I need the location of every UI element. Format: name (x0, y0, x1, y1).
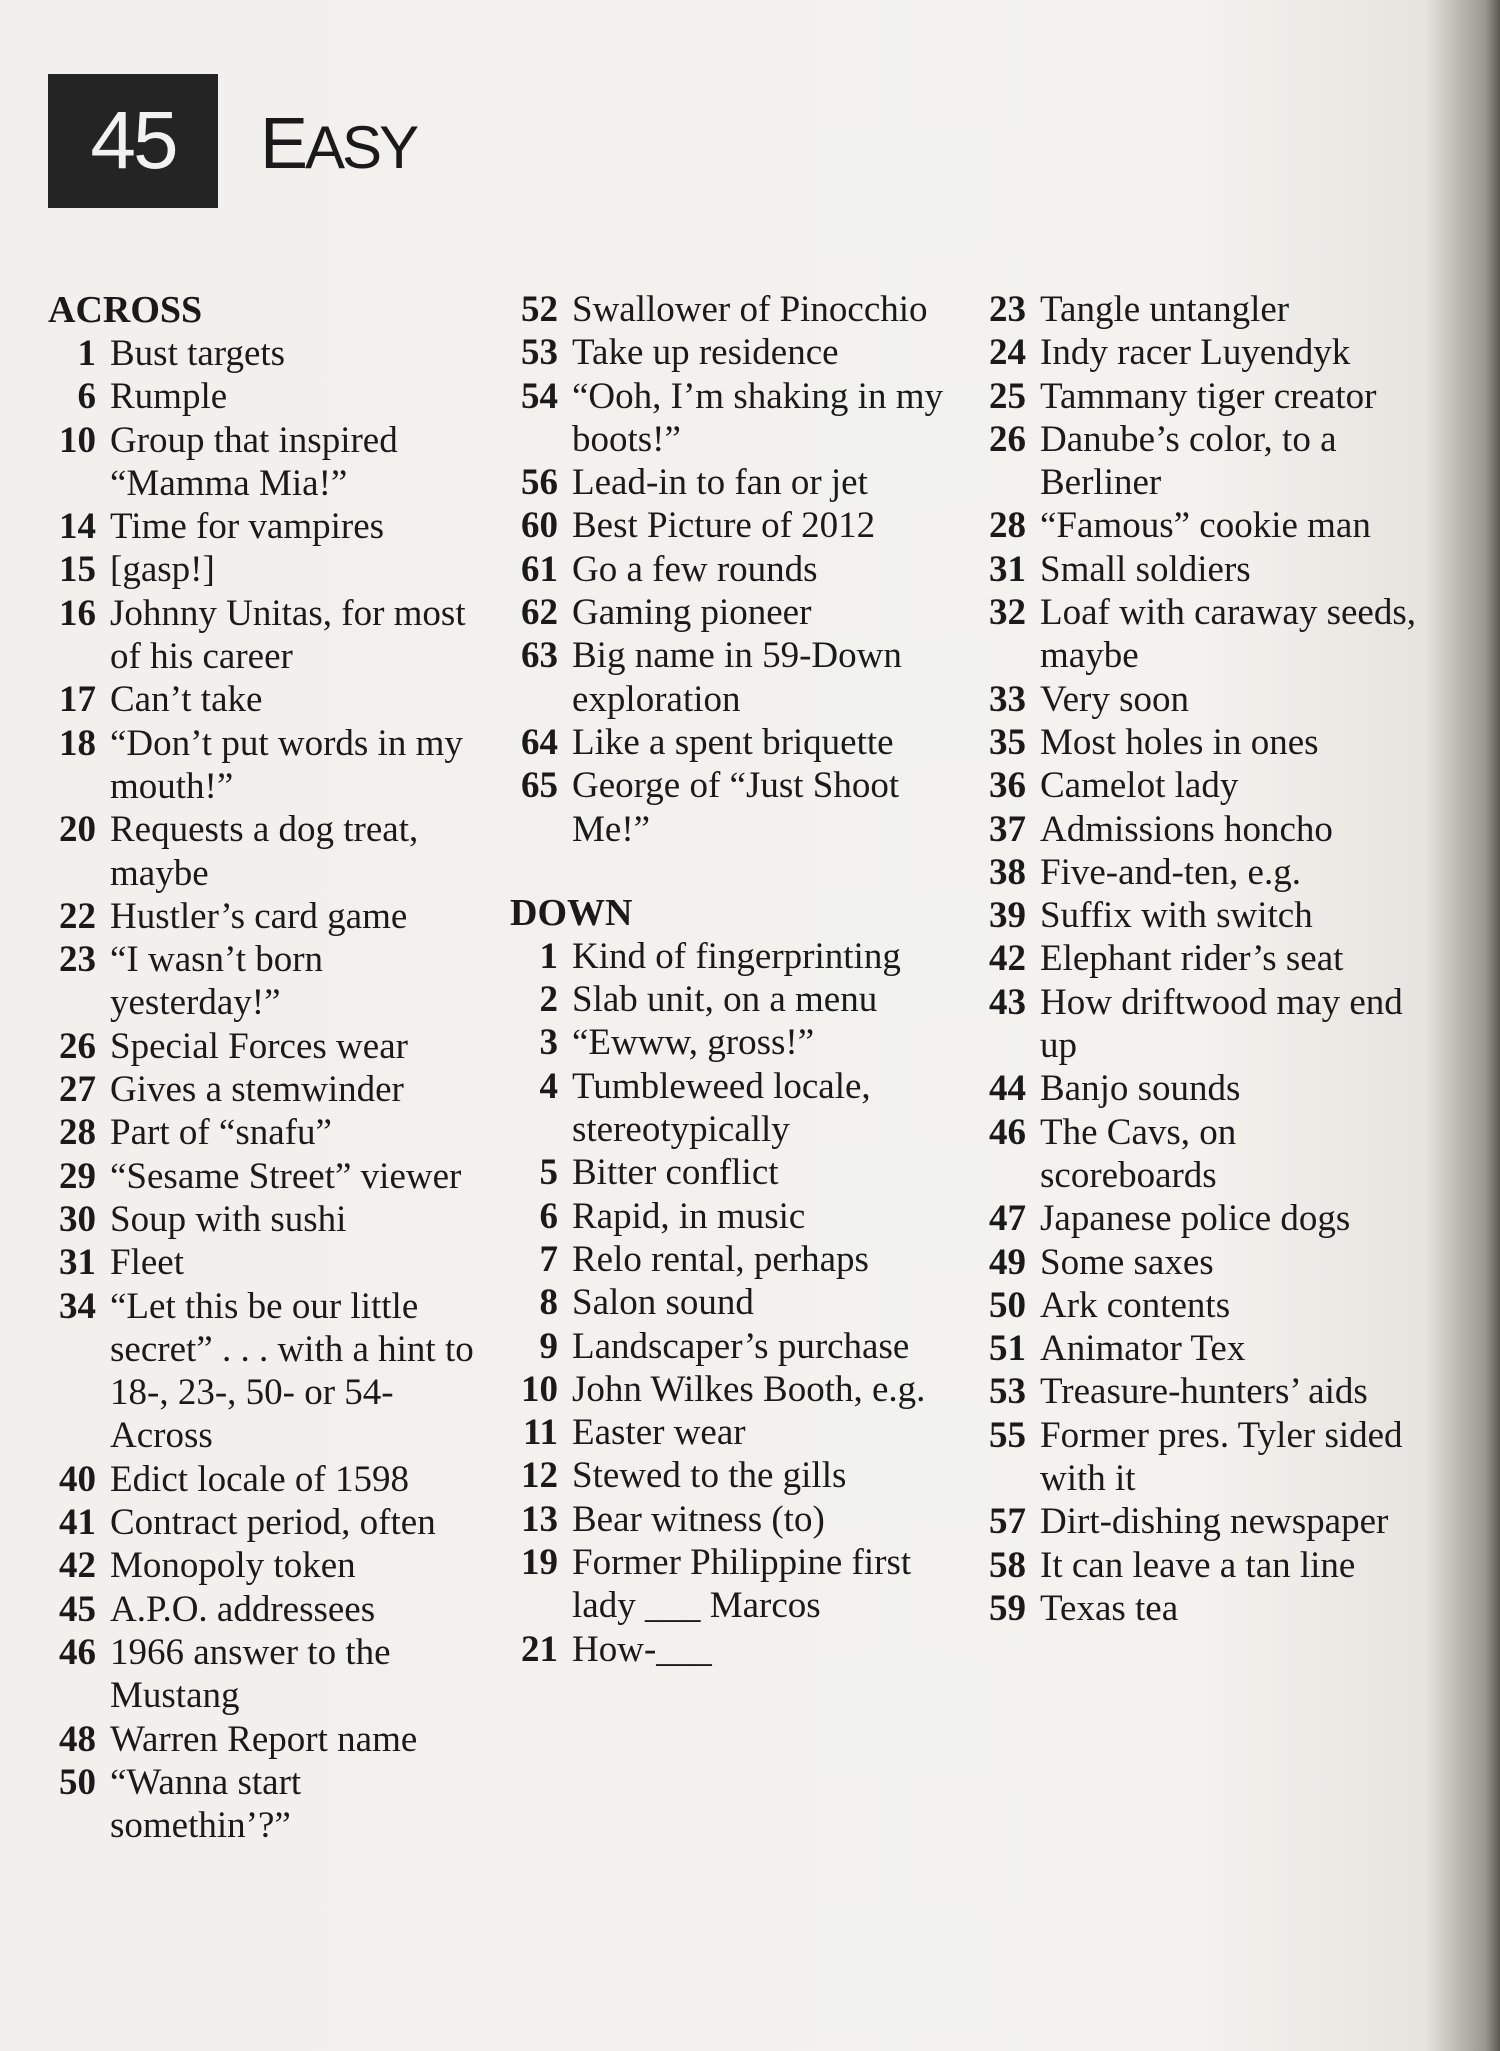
clue-text: Japanese police dogs (1040, 1198, 1351, 1240)
clue-text: “Don’t put words in my mouth!” (110, 722, 463, 807)
across-clue-20 (48, 808, 478, 895)
across-clue-46 (48, 1631, 478, 1718)
clue-text: Camelot lady (1040, 765, 1239, 807)
clue-number: 56 (521, 462, 558, 504)
down-clue-23 (978, 288, 1418, 331)
clue-number: 53 (989, 1371, 1026, 1413)
clue-number: 25 (989, 375, 1026, 417)
clue-number: 7 (539, 1238, 558, 1280)
clue-number: 46 (59, 1631, 96, 1673)
clue-number: 29 (59, 1155, 96, 1197)
across-clue-27 (48, 1068, 478, 1111)
clue-number: 26 (59, 1025, 96, 1067)
down-clue-39 (978, 894, 1418, 937)
across-clue-50 (48, 1761, 478, 1848)
across-clue-63 (510, 634, 950, 721)
down-clue-53 (978, 1370, 1418, 1413)
down-clue-19 (510, 1541, 950, 1628)
across-clue-60 (510, 504, 950, 547)
clue-text: Tammany tiger creator (1040, 375, 1377, 417)
across-clue-64 (510, 721, 950, 764)
clue-text: Very soon (1040, 678, 1190, 720)
across-clue-29 (48, 1155, 478, 1198)
clue-text: Johnny Unitas, for most of his career (110, 592, 466, 678)
clue-number: 11 (523, 1412, 558, 1454)
clue-number: 8 (539, 1282, 558, 1324)
clue-text: Salon sound (572, 1282, 754, 1324)
down-clue-51 (978, 1327, 1418, 1370)
across-clue-34 (48, 1285, 478, 1458)
clue-number: 54 (521, 375, 558, 417)
down-clue-55 (978, 1414, 1418, 1501)
clue-number: 51 (989, 1328, 1026, 1370)
clue-number: 17 (59, 679, 96, 721)
clue-text: Former Philippine first lady ___ Marcos (572, 1542, 912, 1627)
clue-number: 10 (59, 419, 96, 461)
difficulty-label: EASY (260, 104, 417, 184)
clue-text: Can’t take (110, 679, 263, 721)
column-2 (510, 288, 950, 1671)
puzzle-number: 45 (48, 74, 218, 208)
down-clue-42 (978, 937, 1418, 980)
down-clue-57 (978, 1500, 1418, 1543)
clue-number: 31 (989, 548, 1026, 590)
clue-number: 27 (59, 1069, 96, 1111)
down-heading: DOWN (510, 891, 633, 934)
down-clue-1 (510, 935, 950, 978)
across-clue-15 (48, 548, 478, 591)
clue-text: “Ewww, gross!” (572, 1022, 815, 1064)
down-clue-37 (978, 808, 1418, 851)
clue-text: A.P.O. addressees (110, 1588, 376, 1630)
clue-number: 63 (521, 635, 558, 677)
clue-number: 23 (989, 289, 1026, 330)
clue-number: 43 (989, 981, 1026, 1023)
clue-number: 28 (989, 505, 1026, 547)
clue-text: Danube’s color, to a Berliner (1040, 418, 1337, 504)
clue-text: Requests a dog treat, maybe (110, 809, 419, 894)
clue-text: It can leave a tan line (1040, 1544, 1356, 1586)
clue-number: 24 (989, 332, 1026, 374)
down-clue-24 (978, 331, 1418, 374)
down-clue-4 (510, 1065, 950, 1152)
down-clue-44 (978, 1067, 1418, 1110)
down-clue-8 (510, 1281, 950, 1324)
clue-text: Banjo sounds (1040, 1068, 1241, 1110)
across-clue-41 (48, 1501, 478, 1544)
clue-number: 34 (59, 1285, 96, 1327)
clue-text: Soup with sushi (110, 1198, 347, 1240)
clue-text: Most holes in ones (1040, 721, 1319, 763)
across-clue-40 (48, 1458, 478, 1501)
clue-text: 1966 answer to the Mustang (110, 1631, 391, 1717)
down-clue-33 (978, 678, 1418, 721)
clue-text: Swallower of Pinocchio (572, 289, 928, 330)
down-clue-50 (978, 1284, 1418, 1327)
clue-number: 49 (989, 1241, 1026, 1283)
clue-number: 3 (539, 1022, 558, 1064)
clue-number: 1 (539, 935, 558, 977)
clue-text: Like a spent briquette (572, 721, 894, 763)
clue-text: Hustler’s card game (110, 895, 408, 937)
down-clue-28 (978, 504, 1418, 547)
clue-number: 44 (989, 1068, 1026, 1110)
clue-number: 13 (521, 1498, 558, 1540)
down-clue-12 (510, 1454, 950, 1497)
across-clue-62 (510, 591, 950, 634)
clue-number: 45 (59, 1588, 96, 1630)
clue-number: 50 (59, 1761, 96, 1803)
clue-text: Tangle untangler (1040, 289, 1290, 330)
down-clue-10 (510, 1368, 950, 1411)
across-clue-48 (48, 1718, 478, 1761)
clue-number: 28 (59, 1112, 96, 1154)
down-clue-13 (510, 1498, 950, 1541)
down-clue-47 (978, 1197, 1418, 1240)
clue-number: 9 (539, 1325, 558, 1367)
clue-number: 21 (521, 1628, 558, 1670)
clue-text: “Famous” cookie man (1040, 505, 1371, 547)
down-clue-6 (510, 1195, 950, 1238)
down-clue-21 (510, 1628, 950, 1671)
down-clue-3 (510, 1021, 950, 1064)
clue-text: Gives a stemwinder (110, 1069, 404, 1111)
across-clue-18 (48, 722, 478, 809)
across-clue-53 (510, 331, 950, 374)
across-clue-54 (510, 375, 950, 462)
down-clue-36 (978, 764, 1418, 807)
across-clue-45 (48, 1588, 478, 1631)
clue-text: Indy racer Luyendyk (1040, 332, 1351, 374)
clue-number: 42 (59, 1545, 96, 1587)
clue-number: 16 (59, 592, 96, 634)
clue-text: Monopoly token (110, 1545, 356, 1587)
clue-number: 12 (521, 1455, 558, 1497)
clue-text: Fleet (110, 1242, 184, 1284)
clue-text: Dirt-dishing newspaper (1040, 1501, 1389, 1543)
clue-text: Part of “snafu” (110, 1112, 332, 1154)
clue-text: Former pres. Tyler sided with it (1040, 1414, 1403, 1500)
clue-number: 2 (539, 979, 558, 1021)
clue-number: 35 (989, 721, 1026, 763)
clue-number: 6 (539, 1195, 558, 1237)
across-clue-16 (48, 592, 478, 679)
across-clue-10 (48, 419, 478, 506)
clue-text: Five-and-ten, e.g. (1040, 851, 1301, 893)
clue-number: 36 (989, 765, 1026, 807)
clue-text: Elephant rider’s seat (1040, 938, 1344, 980)
clue-number: 15 (59, 549, 96, 591)
clue-number: 39 (989, 895, 1026, 937)
clue-text: “I wasn’t born yesterday!” (110, 939, 324, 1024)
clue-number: 48 (59, 1718, 96, 1760)
clue-number: 23 (59, 939, 96, 981)
clue-number: 62 (521, 592, 558, 634)
clue-text: Bitter conflict (572, 1152, 779, 1194)
clue-number: 31 (59, 1242, 96, 1284)
clue-text: Slab unit, on a menu (572, 979, 878, 1021)
clue-text: Warren Report name (110, 1718, 418, 1760)
clue-text: Contract period, often (110, 1502, 436, 1544)
clue-number: 53 (521, 332, 558, 374)
across-heading: ACROSS (48, 289, 203, 331)
clue-number: 10 (521, 1368, 558, 1410)
across-clue-14 (48, 505, 478, 548)
clue-text: Texas tea (1040, 1587, 1179, 1629)
across-clue-52 (510, 288, 950, 331)
clue-number: 4 (539, 1065, 558, 1107)
clue-text: Lead-in to fan or jet (572, 462, 868, 504)
clue-text: Easter wear (572, 1412, 746, 1454)
clue-number: 22 (59, 895, 96, 937)
down-clue-35 (978, 721, 1418, 764)
clue-text: Ark contents (1040, 1284, 1231, 1326)
down-clue-58 (978, 1544, 1418, 1587)
down-clue-31 (978, 548, 1418, 591)
down-clue-7 (510, 1238, 950, 1281)
clue-number: 19 (521, 1542, 558, 1584)
clue-text: Treasure-hunters’ aids (1040, 1371, 1368, 1413)
across-clue-22 (48, 895, 478, 938)
clue-number: 47 (989, 1198, 1026, 1240)
down-clue-26 (978, 418, 1418, 505)
clue-number: 55 (989, 1414, 1026, 1456)
clue-number: 64 (521, 721, 558, 763)
column-1 (48, 288, 478, 1847)
clue-text: Big name in 59-Down exploration (572, 635, 902, 720)
down-clue-5 (510, 1151, 950, 1194)
clue-text: How-___ (572, 1628, 712, 1670)
down-clue-9 (510, 1325, 950, 1368)
clue-number: 60 (521, 505, 558, 547)
clue-number: 33 (989, 678, 1026, 720)
clue-text: Kind of fingerprinting (572, 935, 901, 977)
clue-number: 1 (77, 333, 96, 374)
clue-number: 61 (521, 548, 558, 590)
clue-text: Bear witness (to) (572, 1498, 825, 1540)
clue-number: 58 (989, 1544, 1026, 1586)
clue-number: 20 (59, 809, 96, 851)
across-clue-28 (48, 1111, 478, 1154)
clue-number: 52 (521, 289, 558, 330)
down-clue-43 (978, 981, 1418, 1068)
clue-text: Loaf with caraway seeds, maybe (1040, 592, 1416, 677)
clue-text: Landscaper’s purchase (572, 1325, 910, 1367)
clue-number: 57 (989, 1501, 1026, 1543)
across-clue-65 (510, 764, 950, 851)
down-clue-46 (978, 1111, 1418, 1198)
clue-text: Group that inspired “Mamma Mia!” (110, 419, 398, 504)
clue-number: 40 (59, 1458, 96, 1500)
down-clue-38 (978, 851, 1418, 894)
clue-number: 37 (989, 808, 1026, 850)
down-clue-2 (510, 978, 950, 1021)
clue-text: Stewed to the gills (572, 1455, 847, 1497)
clue-number: 26 (989, 418, 1026, 460)
clue-number: 18 (59, 722, 96, 764)
across-clue-42 (48, 1544, 478, 1587)
clue-text: The Cavs, on scoreboards (1040, 1111, 1237, 1196)
down-clue-49 (978, 1241, 1418, 1284)
across-clue-6 (48, 375, 478, 418)
clue-text: “Ooh, I’m shaking in my boots!” (572, 375, 943, 460)
clue-text: [gasp!] (110, 549, 215, 591)
down-clue-32 (978, 591, 1418, 678)
across-clue-30 (48, 1198, 478, 1241)
clue-text: Time for vampires (110, 506, 385, 548)
clue-text: Rumple (110, 376, 228, 418)
clue-text: Admissions honcho (1040, 808, 1333, 850)
down-clue-11 (510, 1411, 950, 1454)
across-clue-61 (510, 548, 950, 591)
clue-text: Relo rental, perhaps (572, 1238, 869, 1280)
clue-text: Some saxes (1040, 1241, 1214, 1283)
clue-text: “Sesame Street” viewer (110, 1155, 462, 1197)
column-3 (978, 288, 1418, 1630)
clue-number: 32 (989, 592, 1026, 634)
clue-text: Animator Tex (1040, 1328, 1246, 1370)
clue-text: George of “Just Shoot Me!” (572, 765, 900, 850)
clue-text: Edict locale of 1598 (110, 1458, 409, 1500)
clue-text: How driftwood may end up (1040, 981, 1403, 1067)
clue-number: 14 (59, 506, 96, 548)
clue-text: Special Forces wear (110, 1025, 408, 1067)
across-clue-31 (48, 1241, 478, 1284)
clue-text: Small soldiers (1040, 548, 1251, 590)
clue-text: “Wanna start somethin’?” (110, 1761, 302, 1847)
across-clue-26 (48, 1025, 478, 1068)
clue-text: Bust targets (110, 333, 286, 374)
clue-number: 41 (59, 1502, 96, 1544)
clue-text: Take up residence (572, 332, 839, 374)
clue-number: 30 (59, 1198, 96, 1240)
clue-text: Go a few rounds (572, 548, 818, 590)
clue-text: “Let this be our little secret” . . . with a hint to 18-, 23-, 50- or 54-Across (110, 1285, 474, 1457)
clue-number: 5 (539, 1152, 558, 1194)
across-clue-56 (510, 461, 950, 504)
down-clue-59 (978, 1587, 1418, 1630)
across-clue-17 (48, 678, 478, 721)
clue-number: 65 (521, 765, 558, 807)
across-clue-1 (48, 332, 478, 375)
down-clue-25 (978, 375, 1418, 418)
across-clue-23 (48, 938, 478, 1025)
clue-number: 59 (989, 1587, 1026, 1629)
clue-number: 50 (989, 1284, 1026, 1326)
clue-text: Suffix with switch (1040, 895, 1313, 937)
clue-text: John Wilkes Booth, e.g. (572, 1368, 926, 1410)
clue-text: Best Picture of 2012 (572, 505, 876, 547)
clue-number: 6 (77, 376, 96, 418)
clue-number: 42 (989, 938, 1026, 980)
clue-number: 46 (989, 1111, 1026, 1153)
clue-text: Rapid, in music (572, 1195, 806, 1237)
clue-number: 38 (989, 851, 1026, 893)
clue-text: Tumbleweed locale, stereotypically (572, 1065, 871, 1151)
clue-text: Gaming pioneer (572, 592, 812, 634)
